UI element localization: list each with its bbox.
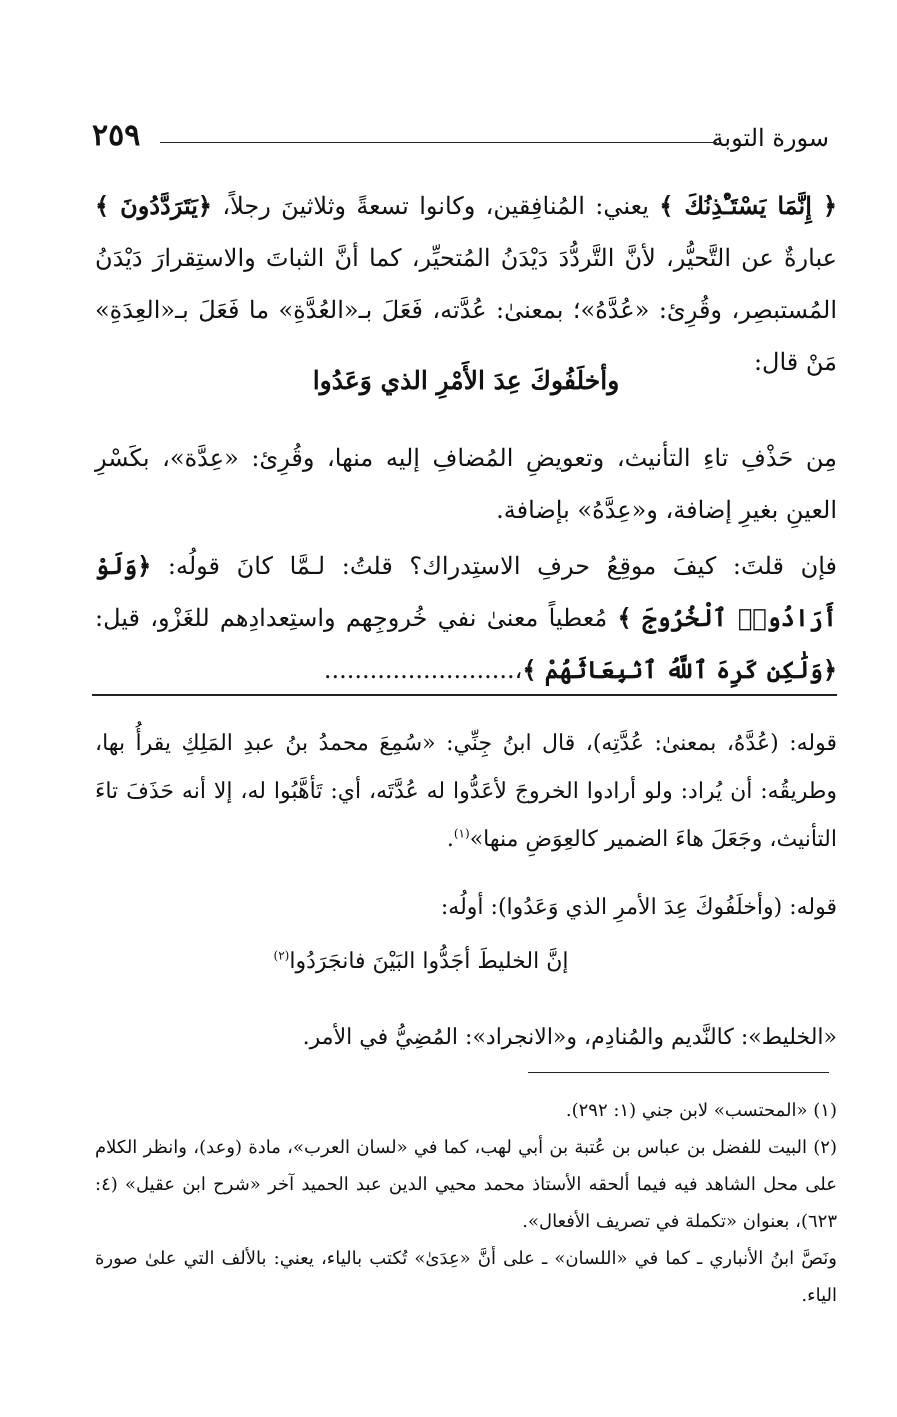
main-text: فإن قلتَ: كيفَ موقِعُ حرفِ الاستِدراك؟ قلتُ: لـمَّا كانَ قولُه: (151, 552, 837, 580)
ellipsis-dots: ،......................... (323, 656, 523, 684)
footnote-1: (١) «المحتسب» لابن جني (١: ٢٩٢). (565, 1100, 837, 1121)
main-paragraph-3 (95, 540, 837, 696)
page-header (92, 118, 829, 168)
quran-verse: ﴿وَلَوْ أَرَادُوا۟ ٱلْخُرُوجَ ﴾ (95, 551, 838, 632)
quran-verse: ﴿ إِنَّمَا يَسْتَـْٔذِنُكَ ﴾ (659, 191, 838, 220)
commentary-block (95, 720, 837, 864)
main-text: مُعطياً معنىٰ نفي خُروجِهم واستِعدادِهم للغَزْو، قيل: (95, 604, 618, 632)
header-rule (160, 142, 717, 143)
footnote-2: (٢) البيت للفضل بن عباس بن عُتبة بن أبي لهب، كما في «لسان العرب»، مادة (وعد)، وانظر الكلام على محل الشاهد فيه فيما ألحقه الأستاذ محمد محيي الدين عبد الحميد آخر «شرح ابن عقيل» (٤: ٦٢٣)، بعنوان «تكملة في تصريف الأفعال». (95, 1137, 837, 1232)
commentary-paragraph-1: قوله: (عُدَّهُ، بمعنىٰ: عُدَّتِه)، قال ابنُ جِنِّي: «سُمِعَ محمدُ بنُ عبدِ المَلِكِ يقرأُ بها، وطريقُه: أن يُراد: ولو أرادوا الخروجَ لأعَدُّوا له عُدَّتَه، أي: تَأهَّبُوا له، إلا أنه حَذَفَ تاءَ التأنيث، وجَعَلَ هاءَ الضمير كالعِوَضِ منها»$^{(١)}$. (95, 731, 837, 852)
main-paragraph-2 (95, 432, 837, 536)
centered-verse: وأخلَفُوكَ عِدَ الأَمْرِ الذي وَعَدُوا (312, 366, 620, 395)
footnote-ref-1: (١) (453, 826, 470, 841)
main-text: يعني: المُنافِقين، وكانوا تسعةً وثلاثينَ رجلاً، (211, 192, 660, 220)
main-text: مِن حَذْفِ تاءِ التأنيث، وتعويضِ المُضافِ إليه منها، وقُرِئ: «عِدَّة»، بكَسْرِ العينِ بغيرِ إضافة، و«عِدَّهُ» بإضافة. (95, 444, 837, 524)
footnote-ref-2: (٢) (273, 948, 290, 963)
main-commentary-separator (92, 694, 837, 696)
page-number: ٢٥٩ (92, 118, 141, 153)
footnote-3: ونَصَّ ابنُ الأنباري ـ كما في «اللسان» ـ على أنَّ «عِدَىٰ» تُكتب بالياء، يعني: بالألف التي علىٰ صورة الياء. (95, 1248, 837, 1306)
commentary-paragraph-2: قوله: (وأخلَفُوكَ عِدَ الأمرِ الذي وَعَدُوا): أولُه: (440, 895, 837, 920)
footnote-rule (528, 1072, 829, 1073)
quran-verse: ﴿وَلَٰكِن كَرِهَ ٱللَّهُ ٱنۢبِعَاثَهُمْ ﴾ (522, 655, 837, 684)
footnotes-block (95, 1092, 837, 1314)
quran-verse: ﴿يَتَرَدَّدُونَ ﴾ (95, 191, 212, 220)
commentary-paragraph-4: «الخليط»: كالنَّديم والمُنادِم، و«الانجراد»: المُضِيُّ في الأمر. (302, 1025, 837, 1050)
commentary-verse: إنَّ الخليطَ أجَدُّوا البَيْنَ فانجَرَدُوا$^{(٢)}$ (273, 948, 569, 974)
running-title: سورة التوبة (711, 124, 829, 152)
main-text: عبارةٌ عن التَّحيُّر، لأنَّ التَّردُّدَ دَيْدَنُ المُتحيِّر، كما أنَّ الثباتَ والاستِقرارَ دَيْدَنُ المُستبصِر، وقُرِئ: «عُدَّهُ»؛ بمعنىٰ: عُدَّته، فَعَلَ بـ«العُدَّةِ» ما فَعَلَ بـ«العِدَةِ» مَنْ قال: (95, 244, 837, 376)
